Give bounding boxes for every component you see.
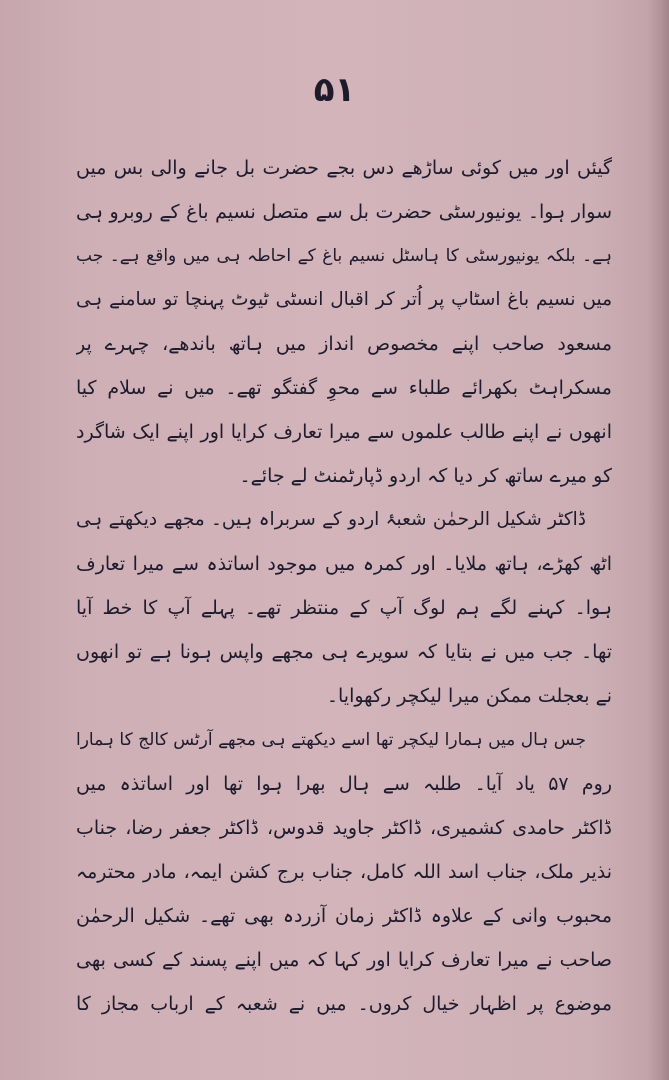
- text-line: نذیر ملک، جناب اسد اللہ کامل، جناب برج کشن ایمہ، مادر محترمہ: [76, 861, 612, 883]
- text-line: نے بعجلت ممکن میرا لیکچر رکھوایا۔: [326, 685, 612, 707]
- text-line: مسکراہٹ بکھرائے طلباء سے محوِ گفتگو تھے۔ میں نے سلام کیا: [76, 377, 612, 399]
- text-line: کو میرے ساتھ کر دیا کہ اردو ڈپارٹمنٹ لے جائے۔: [239, 465, 612, 487]
- page-binding-shadow: [647, 0, 669, 1080]
- page-number: ۵۱: [313, 70, 356, 110]
- body-text: [76, 146, 612, 1026]
- text-line: ڈاکٹر شکیل الرحمٰن شعبۂ اردو کے سربراہ ہیں۔ مجھے دیکھتے ہی: [76, 509, 586, 530]
- text-line: روم ۵۷ یاد آیا۔ طلبہ سے ہال بھرا ہوا تھا اور اساتذہ میں: [76, 773, 612, 795]
- text-line: ڈاکٹر حامدی کشمیری، ڈاکٹر جاوید قدوس، ڈاکٹر جعفر رضا، جناب: [76, 817, 612, 839]
- text-line: مسعود صاحب اپنے مخصوص انداز میں ہاتھ باندھے، چہرے پر: [76, 333, 612, 355]
- text-line: سوار ہوا۔ یونیورسٹی حضرت بل سے متصل نسیم باغ کے روبرو ہی: [76, 201, 612, 223]
- text-line: محبوب وانی کے علاوہ ڈاکٹر زمان آزردہ بھی تھے۔ شکیل الرحمٰن: [76, 905, 612, 927]
- text-line: ہوا۔ کہنے لگے ہم لوگ آپ کے منتظر تھے۔ پہلے آپ کا خط آیا: [76, 597, 612, 619]
- text-line: گیئں اور میں کوئی ساڑھے دس بجے حضرت بل جانے والی بس میں: [76, 157, 612, 179]
- text-line: صاحب نے میرا تعارف کرایا اور کہا کہ میں اپنے پسند کے کسی بھی: [76, 949, 612, 971]
- text-line: تھا۔ جب میں نے بتایا کہ سویرے ہی مجھے واپس ہونا ہے تو انھوں: [76, 641, 612, 663]
- text-line: انھوں نے اپنے طالب علموں سے میرا تعارف کرایا اور اپنے ایک شاگرد: [76, 421, 612, 443]
- text-line: ہے۔ بلکہ یونیورسٹی کا ہاسٹل نسیم باغ کے احاطہ ہی میں واقع ہے۔ جب: [76, 246, 612, 266]
- text-line: میں نسیم باغ اسٹاپ پر اُتر کر اقبال انسٹی ٹیوٹ پہنچا تو سامنے ہی: [76, 289, 612, 310]
- text-line: جس ہال میں ہمارا لیکچر تھا اسے دیکھتے ہی مجھے آرٹس کالج کا ہمارا: [76, 730, 586, 750]
- text-line: اٹھ کھڑے، ہاتھ ملایا۔ اور کمرہ میں موجود اساتذہ سے میرا تعارف: [76, 553, 612, 575]
- text-line: موضوع پر اظہار خیال کروں۔ میں نے شعبہ کے ارباب مجاز کا: [76, 993, 612, 1015]
